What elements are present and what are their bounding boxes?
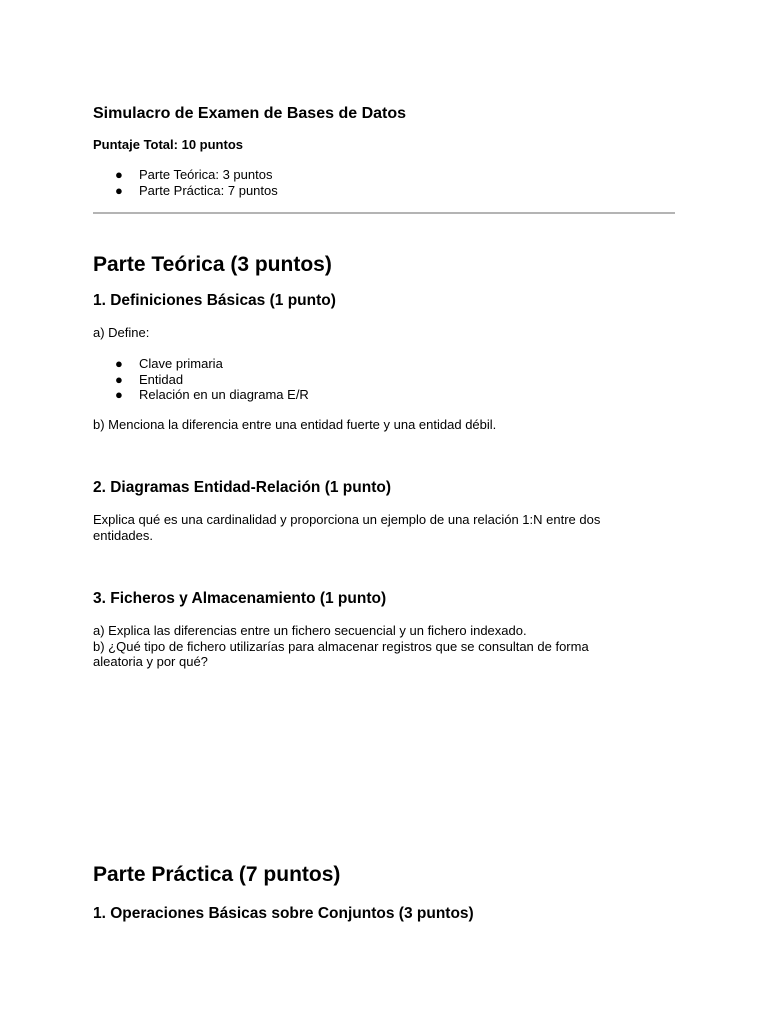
list-item xyxy=(93,387,309,403)
bullet-icon: ● xyxy=(115,167,123,182)
question-text xyxy=(93,623,675,670)
list-item-label: Clave primaria xyxy=(139,356,223,371)
section-title-theory: Parte Teórica (3 puntos) xyxy=(93,253,332,276)
document-title: Simulacro de Examen de Bases de Datos xyxy=(93,105,407,122)
list-item-label: Parte Teórica: 3 puntos xyxy=(139,167,273,182)
text-line: b) ¿Qué tipo de fichero utilizarías para almacenar registros que se consultan de forma xyxy=(93,638,589,654)
bullet-icon: ● xyxy=(115,182,123,198)
list-item-label: Entidad xyxy=(139,371,184,387)
total-score: Puntaje Total: 10 puntos xyxy=(93,137,243,152)
definitions-list xyxy=(93,356,309,403)
bullet-icon: ● xyxy=(115,371,123,387)
list-item xyxy=(93,167,278,183)
list-item-label: Relación en un diagrama E/R xyxy=(139,387,309,402)
section-title-practice: Parte Práctica (7 puntos) xyxy=(93,863,341,886)
list-item xyxy=(93,356,309,372)
question-text: b) Menciona la diferencia entre una entidad fuerte y una entidad débil. xyxy=(93,417,497,432)
score-breakdown-list xyxy=(93,167,278,198)
text-line: aleatoria y por qué? xyxy=(93,654,208,669)
horizontal-divider xyxy=(93,212,675,214)
bullet-icon: ● xyxy=(115,387,123,402)
text-line: a) Explica las diferencias entre un fichero secuencial y un fichero indexado. xyxy=(93,623,527,638)
question-title-set-operations: 1. Operaciones Básicas sobre Conjuntos (3 puntos) xyxy=(93,905,474,922)
question-title-definitions: 1. Definiciones Básicas (1 punto) xyxy=(93,292,336,309)
list-item-label: Parte Práctica: 7 puntos xyxy=(139,182,278,198)
text-line: Explica qué es una cardinalidad y proporciona un ejemplo de una relación 1:N entre dos xyxy=(93,512,601,527)
question-text xyxy=(93,512,675,543)
text-line: entidades. xyxy=(93,527,153,543)
question-title-er-diagrams: 2. Diagramas Entidad-Relación (1 punto) xyxy=(93,479,391,496)
question-text: a) Define: xyxy=(93,325,150,340)
list-item xyxy=(93,183,278,199)
question-title-files-storage: 3. Ficheros y Almacenamiento (1 punto) xyxy=(93,590,387,607)
list-item xyxy=(93,372,309,388)
bullet-icon: ● xyxy=(115,356,123,371)
